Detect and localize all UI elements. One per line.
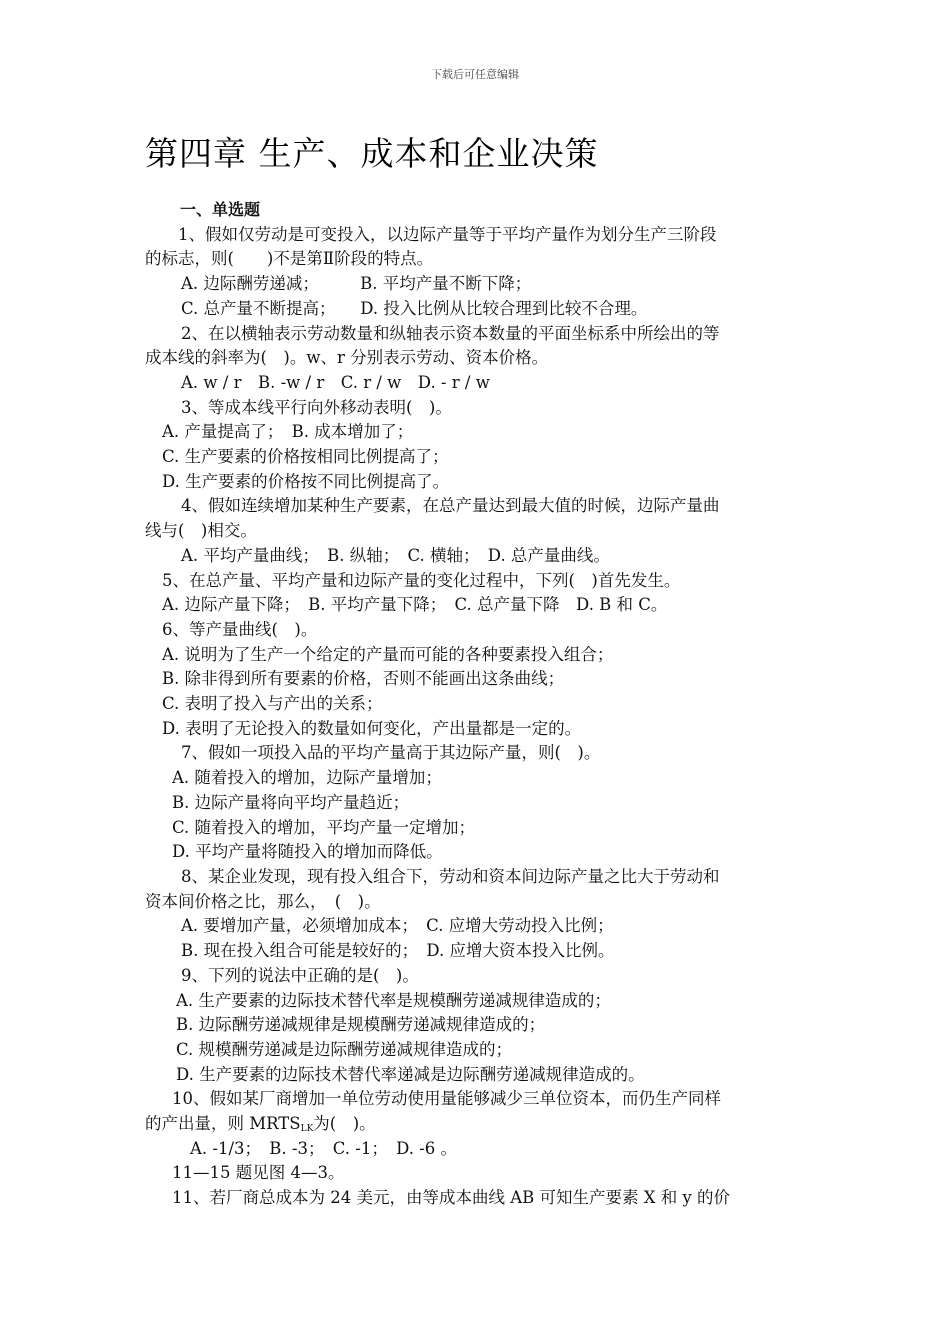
question-4-options: A. 平均产量曲线； B. 纵轴； C. 横轴； D. 总产量曲线。 [181, 545, 610, 565]
question-4-line-1: 4、假如连续增加某种生产要素，在总产量达到最大值的时候，边际产量曲 [181, 496, 720, 516]
question-8-options-ac: A. 要增加产量，必须增加成本； C. 应增大劳动投入比例； [181, 916, 614, 936]
question-9-stem: 9、下列的说法中正确的是( )。 [181, 965, 419, 985]
figure-reference: 11—15 题见图 4—3。 [172, 1163, 345, 1183]
question-1-options-cd: C. 总产量不断提高； D. 投入比例从比较合理到比较不合理。 [181, 298, 648, 318]
question-10-text-end: 为( )。 [313, 1114, 376, 1134]
page-header: 下载后可任意编辑 [431, 68, 519, 81]
question-1-options-ab: A. 边际酬劳递减； B. 平均产量不断下降； [181, 274, 532, 294]
question-2-options: A. w / r B. -w / r C. r / w D. - r / w [181, 372, 490, 392]
question-7-option-a: A. 随着投入的增加，边际产量增加； [172, 768, 442, 788]
question-9-option-d: D. 生产要素的边际技术替代率递减是边际酬劳递减规律造成的。 [176, 1064, 645, 1084]
question-10-line-1: 10、假如某厂商增加一单位劳动使用量能够减少三单位资本，而仍生产同样 [172, 1089, 721, 1109]
question-3-option-d: D. 生产要素的价格按不同比例提高了。 [162, 471, 450, 491]
question-9-option-b: B. 边际酬劳递减规律是规模酬劳递减规律造成的； [176, 1015, 546, 1035]
question-6-option-d: D. 表明了无论投入的数量如何变化，产出量都是一定的。 [162, 718, 582, 738]
question-5-stem: 5、在总产量、平均产量和边际产量的变化过程中，下列( )首先发生。 [162, 570, 681, 590]
question-1-line-1: 1、假如仅劳动是可变投入，以边际产量等于平均产量作为划分生产三阶段 [178, 224, 717, 244]
question-6-stem: 6、等产量曲线( )。 [162, 619, 318, 639]
question-10-text: 的产出量，则 MRTS [145, 1114, 301, 1134]
question-8-options-bd: B. 现在投入组合可能是较好的； D. 应增大资本投入比例。 [181, 941, 615, 961]
question-7-option-d: D. 平均产量将随投入的增加而降低。 [172, 842, 443, 862]
question-7-stem: 7、假如一项投入品的平均产量高于其边际产量，则( )。 [181, 743, 601, 763]
question-3-stem: 3、等成本线平行向外移动表明( )。 [181, 397, 452, 417]
question-10-line-2 [145, 1112, 805, 1137]
question-8-line-2: 资本间价格之比，那么， ( )。 [145, 891, 381, 911]
question-6-option-c: C. 表明了投入与产出的关系； [162, 694, 383, 714]
question-4-line-2: 线与( )相交。 [145, 521, 257, 541]
question-1-line-2: 的标志，则( )不是第Ⅱ阶段的特点。 [145, 249, 434, 269]
section-heading: 一、单选题 [180, 200, 261, 219]
question-2-line-1: 2、在以横轴表示劳动数量和纵轴表示资本数量的平面坐标系中所绘出的等 [181, 323, 720, 343]
question-7-option-b: B. 边际产量将向平均产量趋近； [172, 792, 410, 812]
question-8-line-1: 8、某企业发现，现有投入组合下，劳动和资本间边际产量之比大于劳动和 [181, 866, 720, 886]
question-10-options: A. -1/3； B. -3； C. -1； D. -6 。 [190, 1138, 458, 1158]
question-9-option-a: A. 生产要素的边际技术替代率是规模酬劳递减规律造成的； [176, 990, 611, 1010]
question-11-line-1: 11、若厂商总成本为 24 美元，由等成本曲线 AB 可知生产要素 X 和 y 的价 [172, 1188, 731, 1208]
question-2-line-2: 成本线的斜率为( )。w、r 分别表示劳动、资本价格。 [145, 348, 549, 368]
question-list [145, 198, 805, 1211]
question-3-options-ab: A. 产量提高了； B. 成本增加了； [162, 422, 414, 442]
question-3-option-c: C. 生产要素的价格按相同比例提高了； [162, 447, 449, 467]
question-6-option-b: B. 除非得到所有要素的价格，否则不能画出这条曲线； [162, 669, 565, 689]
mrts-subscript: LK [300, 1124, 314, 1135]
question-6-option-a: A. 说明为了生产一个给定的产量而可能的各种要素投入组合； [162, 644, 614, 664]
question-7-option-c: C. 随着投入的增加，平均产量一定增加； [172, 817, 476, 837]
question-9-option-c: C. 规模酬劳递减是边际酬劳递减规律造成的； [176, 1039, 513, 1059]
chapter-title: 第四章 生产、成本和企业决策 [145, 134, 599, 173]
question-5-options: A. 边际产量下降； B. 平均产量下降； C. 总产量下降 D. B 和 C。 [162, 595, 668, 615]
